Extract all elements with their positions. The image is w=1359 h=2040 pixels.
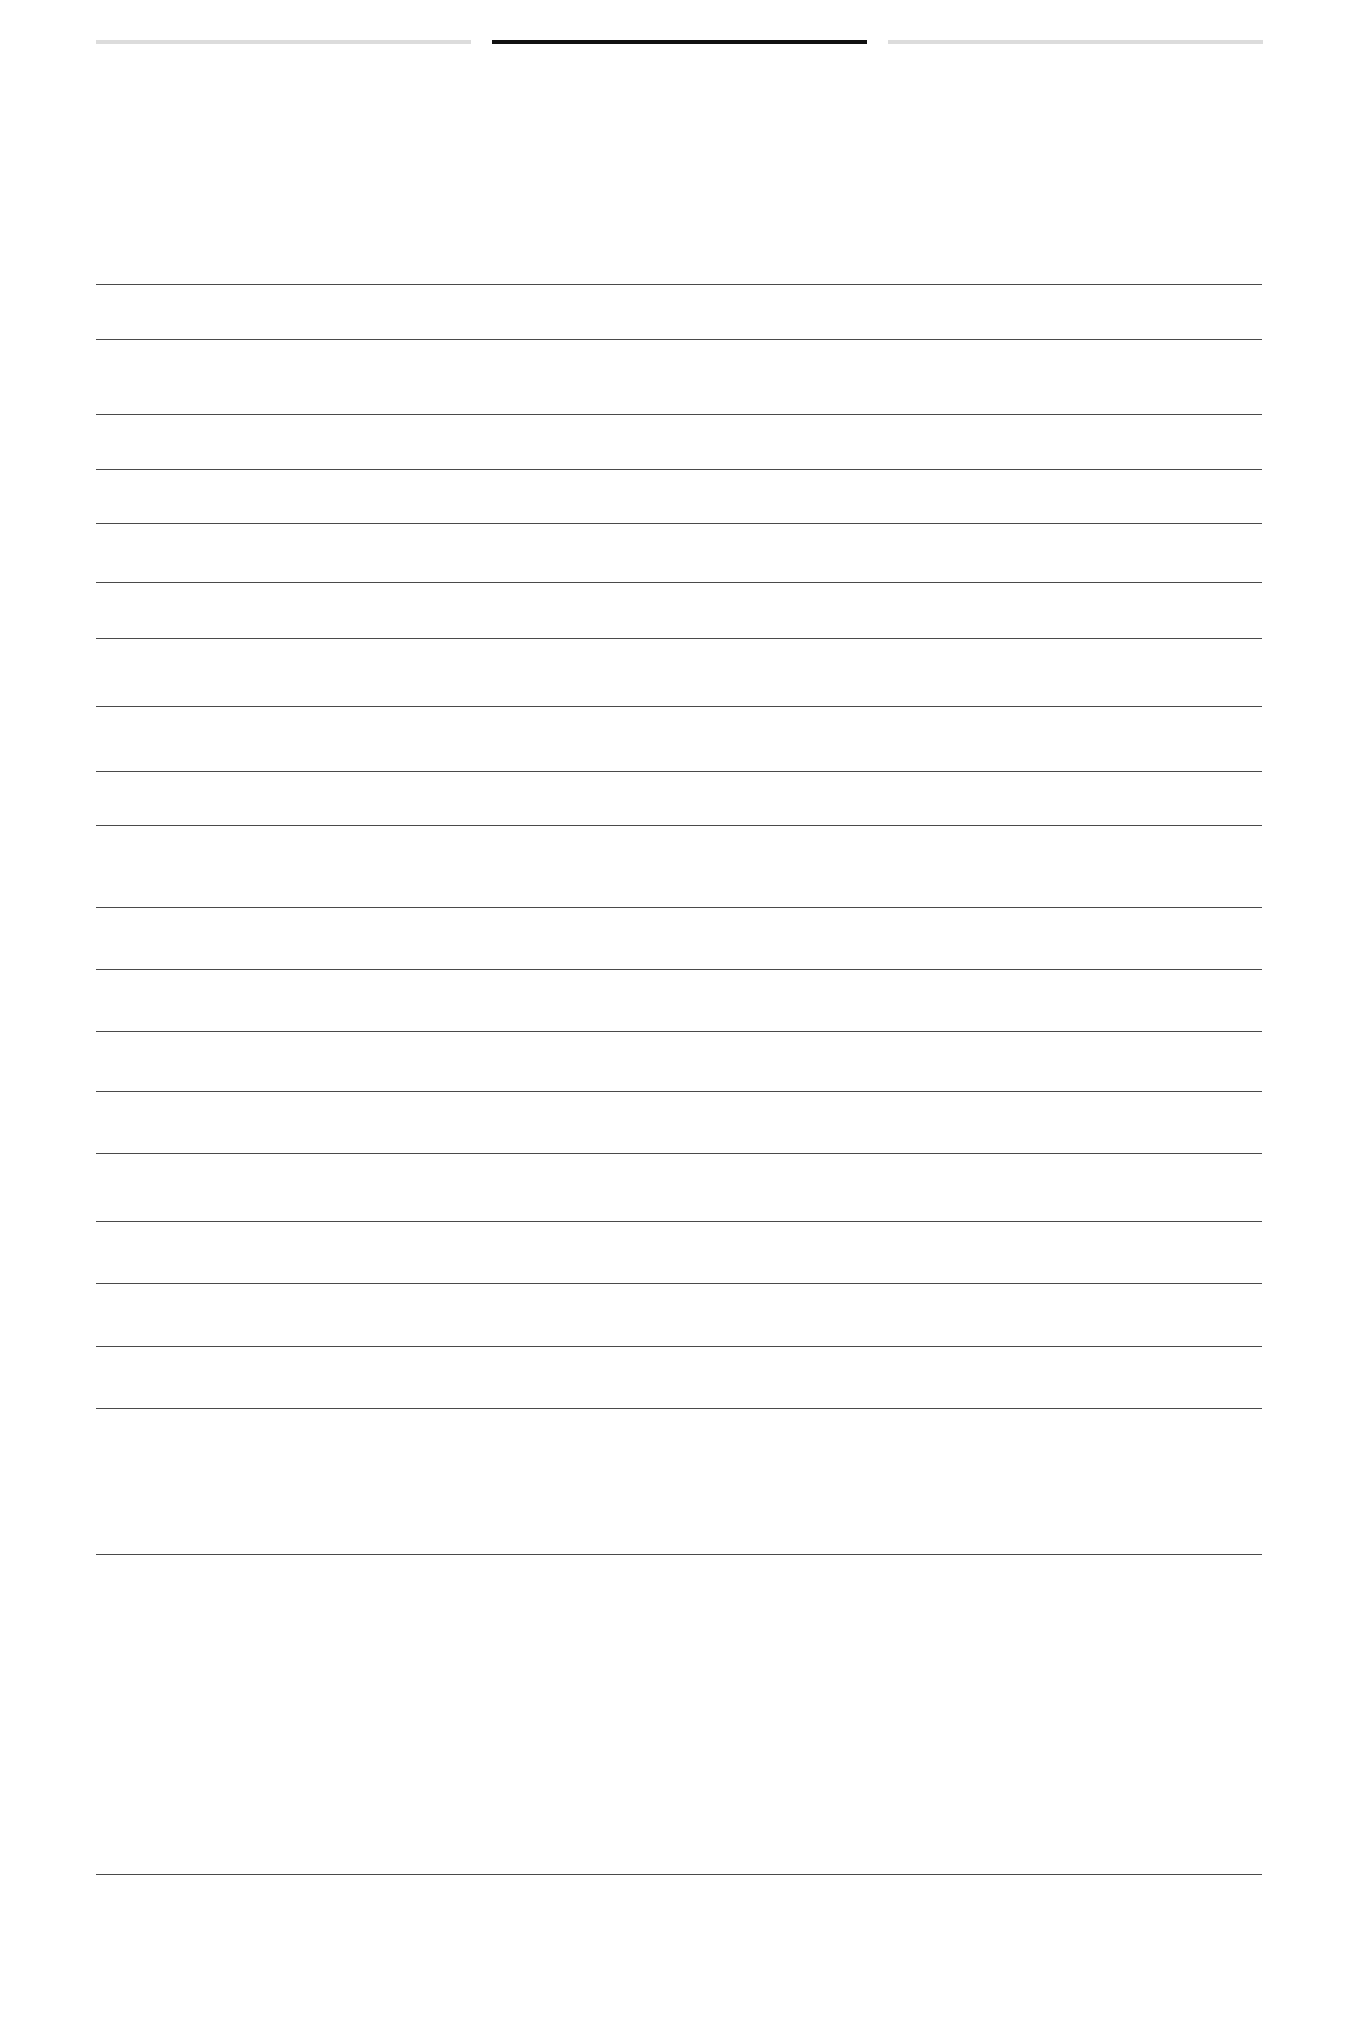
divider-line [96, 638, 1262, 639]
page-indicator-2 [492, 40, 867, 44]
divider-line [96, 1346, 1262, 1347]
divider-line [96, 1408, 1262, 1409]
col-header-model3 [1214, 150, 1234, 272]
divider-line [96, 1031, 1262, 1032]
page-indicator-1 [96, 40, 471, 44]
divider-line [96, 469, 1262, 470]
col-header-model1 [1085, 150, 1105, 272]
page-indicator-3 [888, 40, 1263, 44]
divider-line [96, 414, 1262, 415]
divider-line [96, 907, 1262, 908]
divider-line [96, 1091, 1262, 1092]
divider-line [96, 1221, 1262, 1222]
col-header-sa-nr [896, 150, 926, 272]
divider-line [96, 706, 1262, 707]
col-header-model2 [1150, 150, 1170, 272]
divider-line [96, 339, 1262, 340]
divider-line [96, 523, 1262, 524]
divider-line [96, 825, 1262, 826]
divider-line [96, 1554, 1262, 1555]
divider-line [96, 1874, 1262, 1875]
col-header-price [970, 150, 1034, 272]
divider-line [96, 969, 1262, 970]
divider-line [96, 771, 1262, 772]
divider-line [96, 582, 1262, 583]
divider-line [96, 284, 1262, 285]
divider-line [96, 1283, 1262, 1284]
divider-line [96, 1153, 1262, 1154]
